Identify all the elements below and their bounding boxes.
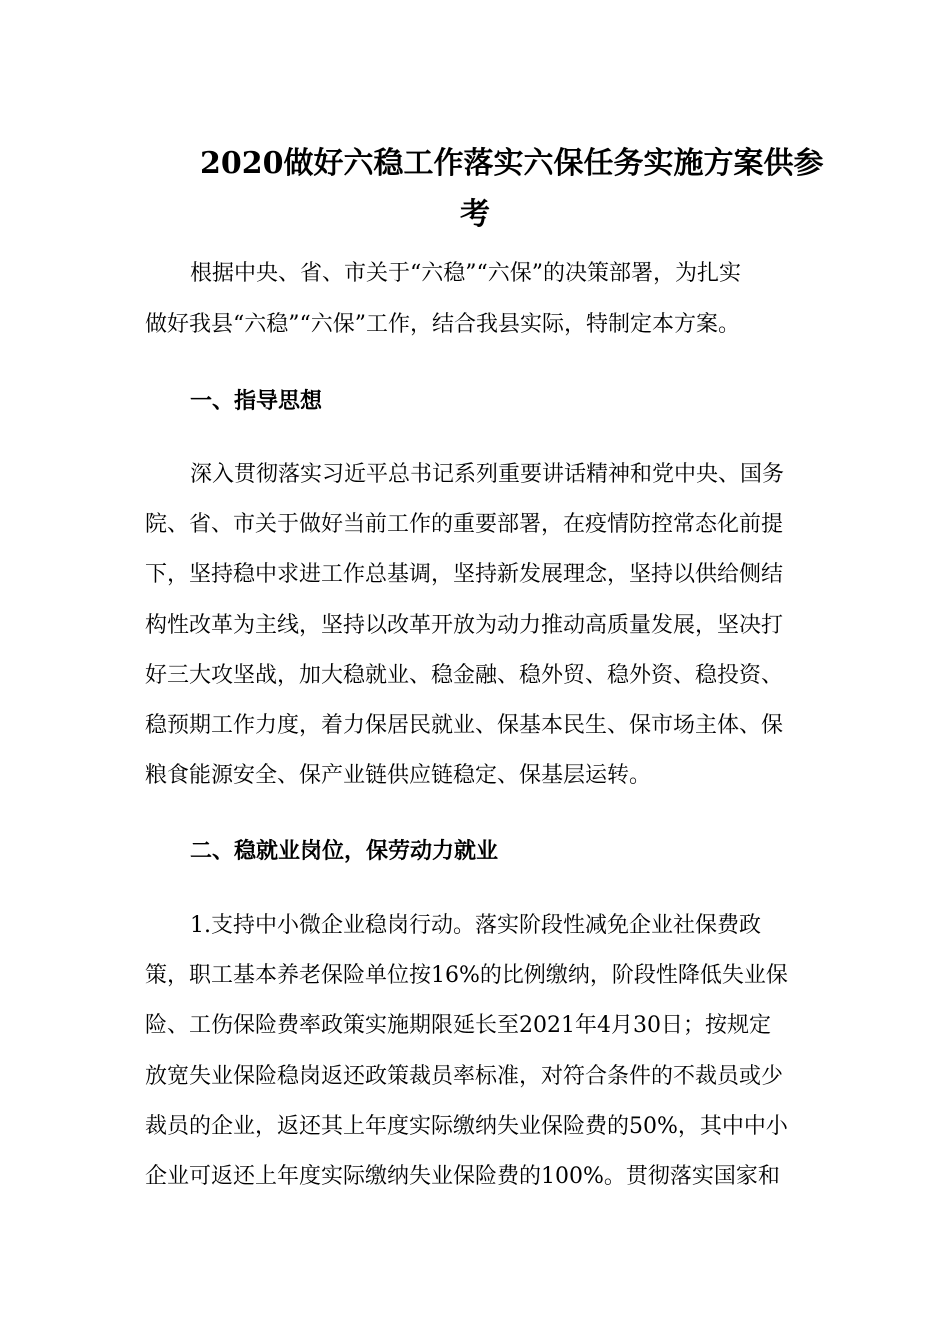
section-1-line-3: 下，坚持稳中求进工作总基调，坚持新发展理念，坚持以供给侧结 [145, 562, 784, 587]
section-1-line-4: 构性改革为主线，坚持以改革开放为动力推动高质量发展，坚决打 [145, 613, 784, 638]
section-1-line-6: 稳预期工作力度，着力保居民就业、保基本民生、保市场主体、保 [145, 713, 784, 738]
section-1-line-7: 粮食能源安全、保产业链供应链稳定、保基层运转。 [145, 763, 652, 788]
section-2-line-3: 险、工伤保险费率政策实施期限延长至2021年4月30日；按规定 [145, 1013, 771, 1038]
intro-line-2: 做好我县“六稳”“六保”工作，结合我县实际，特制定本方案。 [145, 312, 740, 337]
document-title-line-1: 2020做好六稳工作落实六保任务实施方案供参 [200, 146, 824, 181]
intro-line-1: 根据中央、省、市关于“六稳”“六保”的决策部署，为扎实 [190, 261, 741, 286]
section-1-line-2: 院、省、市关于做好当前工作的重要部署，在疫情防控常态化前提 [145, 512, 784, 537]
section-2-heading: 二、稳就业岗位，保劳动力就业 [190, 838, 499, 864]
section-2-line-4: 放宽失业保险稳岗返还政策裁员率标准，对符合条件的不裁员或少 [145, 1064, 784, 1089]
section-2-line-2: 策，职工基本养老保险单位按16%的比例缴纳，阶段性降低失业保 [145, 963, 788, 988]
section-2-line-5: 裁员的企业，返还其上年度实际缴纳失业保险费的50%，其中中小 [145, 1114, 788, 1139]
section-1-line-5: 好三大攻坚战，加大稳就业、稳金融、稳外贸、稳外资、稳投资、 [145, 663, 784, 688]
section-2-line-1: 1.支持中小微企业稳岗行动。落实阶段性减免企业社保费政 [190, 913, 761, 938]
section-2-line-6: 企业可返还上年度实际缴纳失业保险费的100%。贯彻落实国家和 [145, 1164, 780, 1189]
section-1-line-1: 深入贯彻落实习近平总书记系列重要讲话精神和党中央、国务 [190, 462, 785, 487]
document-title-line-2: 考 [460, 197, 490, 232]
section-1-heading: 一、指导思想 [190, 388, 323, 414]
